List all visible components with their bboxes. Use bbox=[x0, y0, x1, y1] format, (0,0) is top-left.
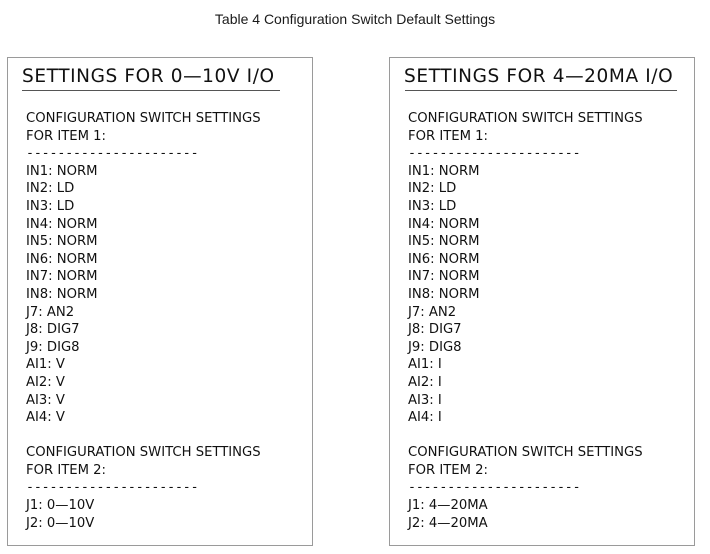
setting-line: J1: 4—20MA bbox=[408, 498, 488, 514]
item1-header-line: FOR ITEM 1: bbox=[26, 128, 107, 144]
settings-panel-0-10v bbox=[7, 57, 313, 546]
spacer bbox=[26, 427, 261, 445]
setting-line: IN3: LD bbox=[408, 198, 457, 214]
item2-header-line: CONFIGURATION SWITCH SETTINGS bbox=[408, 445, 643, 461]
item2-header-line: FOR ITEM 2: bbox=[26, 462, 107, 478]
heading-underline bbox=[405, 90, 677, 91]
item1-separator: ---------------------- bbox=[26, 146, 199, 162]
panel-heading: SETTINGS FOR 0—10V I/O bbox=[22, 66, 275, 87]
settings-lines bbox=[26, 110, 261, 532]
setting-line: IN5: NORM bbox=[26, 234, 98, 250]
setting-line: IN6: NORM bbox=[408, 251, 480, 267]
setting-line: IN3: LD bbox=[26, 198, 75, 214]
item2-header-line: FOR ITEM 2: bbox=[408, 462, 489, 478]
setting-line: J7: AN2 bbox=[26, 304, 75, 320]
item1-separator: ---------------------- bbox=[408, 146, 581, 162]
item2-separator: ---------------------- bbox=[26, 480, 199, 496]
setting-line: IN8: NORM bbox=[408, 286, 480, 302]
setting-line: AI3: I bbox=[408, 392, 442, 408]
setting-line: IN2: LD bbox=[408, 181, 457, 197]
setting-line: IN2: LD bbox=[26, 181, 75, 197]
setting-line: IN7: NORM bbox=[408, 269, 480, 285]
settings-panel-4-20ma bbox=[389, 57, 695, 546]
setting-line: IN4: NORM bbox=[26, 216, 98, 232]
item1-header-line: CONFIGURATION SWITCH SETTINGS bbox=[26, 111, 261, 126]
setting-line: J9: DIG8 bbox=[408, 339, 462, 355]
setting-line: AI1: I bbox=[408, 357, 442, 373]
setting-line: J1: 0—10V bbox=[26, 498, 95, 514]
setting-line: IN4: NORM bbox=[408, 216, 480, 232]
setting-line: AI2: I bbox=[408, 374, 442, 390]
item2-header-line: CONFIGURATION SWITCH SETTINGS bbox=[26, 445, 261, 461]
item2-separator: ---------------------- bbox=[408, 480, 581, 496]
setting-line: J7: AN2 bbox=[408, 304, 457, 320]
setting-line: J2: 4—20MA bbox=[408, 515, 488, 531]
setting-line: J9: DIG8 bbox=[26, 339, 80, 355]
setting-line: IN6: NORM bbox=[26, 251, 98, 267]
setting-line: IN5: NORM bbox=[408, 234, 480, 250]
setting-line: AI2: V bbox=[26, 374, 65, 390]
settings-lines bbox=[408, 110, 643, 532]
setting-line: IN1: NORM bbox=[408, 163, 480, 179]
setting-line: J2: 0—10V bbox=[26, 515, 95, 531]
heading-underline bbox=[22, 90, 280, 91]
setting-line: J8: DIG7 bbox=[408, 322, 462, 338]
panel-heading: SETTINGS FOR 4—20MA I/O bbox=[404, 66, 674, 87]
setting-line: AI3: V bbox=[26, 392, 65, 408]
setting-line: IN7: NORM bbox=[26, 269, 98, 285]
setting-line: AI4: V bbox=[26, 410, 65, 426]
setting-line: IN8: NORM bbox=[26, 286, 98, 302]
table-caption: Table 4 Configuration Switch Default Settings bbox=[214, 11, 496, 27]
item1-header-line: CONFIGURATION SWITCH SETTINGS bbox=[408, 111, 643, 126]
setting-line: AI1: V bbox=[26, 357, 65, 373]
item1-header-line: FOR ITEM 1: bbox=[408, 128, 489, 144]
setting-line: J8: DIG7 bbox=[26, 322, 80, 338]
setting-line: IN1: NORM bbox=[26, 163, 98, 179]
setting-line: AI4: I bbox=[408, 410, 442, 426]
spacer bbox=[408, 427, 643, 445]
